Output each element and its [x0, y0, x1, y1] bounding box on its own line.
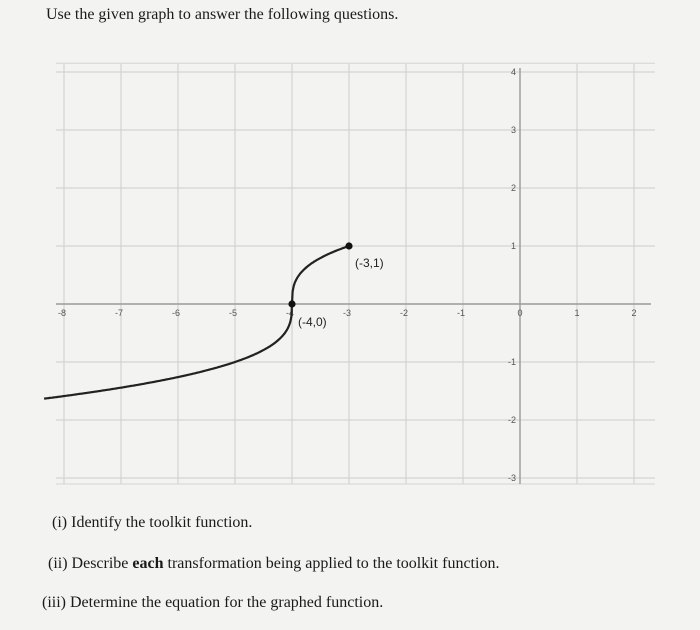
- question-3: [42, 594, 383, 612]
- point-label: (-3,1): [355, 256, 384, 270]
- x-tick-label: -5: [228, 308, 238, 318]
- x-tick-label: -2: [399, 308, 409, 318]
- grid-lines: [56, 63, 655, 484]
- question-1: [52, 514, 252, 532]
- question-1-text: Identify the toolkit function.: [71, 514, 253, 531]
- point-marker: [345, 242, 352, 249]
- y-tick-label: 3: [510, 125, 516, 135]
- x-tick-label: -4: [285, 308, 295, 318]
- question-2-number: (ii): [48, 555, 68, 572]
- x-tick-label: -7: [114, 308, 124, 318]
- instructions-text: Use the given graph to answer the following questions.: [46, 6, 399, 23]
- question-2-text-start: Describe: [71, 555, 133, 572]
- y-tick-label: -1: [507, 357, 516, 367]
- x-tick-label: -6: [171, 308, 181, 318]
- question-1-number: (i): [52, 514, 68, 531]
- y-tick-label: 2: [510, 183, 516, 193]
- y-tick-label: -2: [507, 415, 516, 425]
- point-marker: [288, 300, 295, 307]
- question-2-text-end: transformation being applied to the toolkit function.: [163, 555, 500, 572]
- x-tick-label: -3: [342, 308, 352, 318]
- question-3-number: (iii): [42, 594, 66, 611]
- y-tick-label: -3: [507, 473, 516, 483]
- x-tick-label: -8: [57, 308, 67, 318]
- point-label: (-4,0): [298, 315, 327, 329]
- question-2: [48, 555, 499, 573]
- x-tick-label: 0: [517, 308, 523, 318]
- question-2-emphasis: each: [132, 555, 164, 572]
- x-tick-label: 1: [574, 308, 580, 318]
- x-tick-label: -1: [456, 308, 466, 318]
- labeled-points: [285, 242, 384, 329]
- y-tick-label: 1: [510, 241, 516, 251]
- y-tick-label: 4: [510, 67, 516, 77]
- question-3-text: Determine the equation for the graphed function.: [70, 594, 384, 611]
- x-tick-label: 2: [631, 308, 637, 318]
